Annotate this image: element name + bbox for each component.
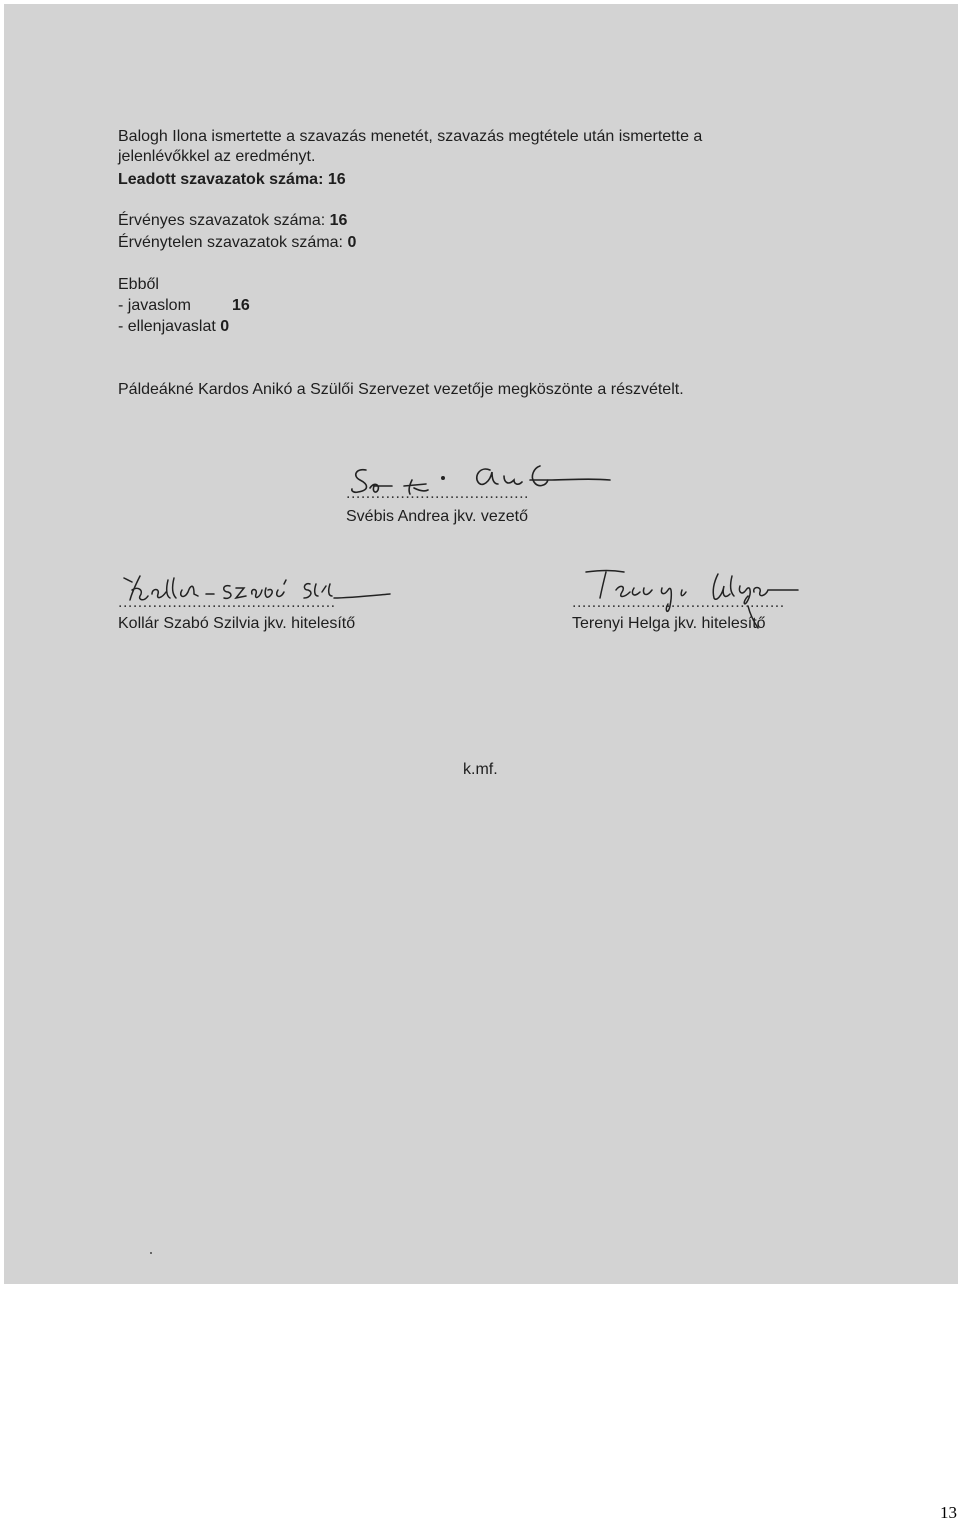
authenticator-1-dots: ............................................ xyxy=(118,594,336,611)
scanned-page xyxy=(4,4,958,1284)
kmf-label: k.mf. xyxy=(463,761,498,778)
breakdown-heading: Ebből xyxy=(118,276,159,293)
valid-votes-value: 16 xyxy=(329,212,348,229)
page-number: 13 xyxy=(940,1503,957,1522)
paragraph-line-2: jelenlévőkkel az eredményt. xyxy=(118,148,316,165)
counter-label: - ellenjavaslat xyxy=(118,318,216,335)
submitted-votes xyxy=(118,170,346,190)
submitted-votes-value: 16 xyxy=(327,171,346,188)
valid-votes xyxy=(118,211,347,231)
paragraph-line-1: Balogh Ilona ismertette a szavazás menetét, szavazás megtétele után ismertette a xyxy=(118,128,703,145)
breakdown-proposal xyxy=(118,296,250,316)
invalid-votes xyxy=(118,233,356,253)
invalid-votes-label: Érvénytelen szavazatok száma: xyxy=(118,234,343,251)
recorder-caption: Svébis Andrea jkv. vezető xyxy=(346,508,529,525)
authenticator-2-caption: Terenyi Helga jkv. hitelesítő xyxy=(572,615,766,632)
closing-sentence: Páldeákné Kardos Anikó a Szülői Szervezet vezetője megköszönte a részvételt. xyxy=(118,381,684,398)
proposal-label: - javaslom xyxy=(118,297,191,314)
counter-value: 0 xyxy=(220,318,230,335)
authenticator-1-caption: Kollár Szabó Szilvia jkv. hitelesítő xyxy=(118,615,356,632)
breakdown-counter xyxy=(118,317,229,337)
recorder-dots: ..................................... xyxy=(346,485,529,502)
authenticator-2-dots: ........................................... xyxy=(572,594,785,611)
scan-speck xyxy=(150,1252,152,1254)
invalid-votes-value: 0 xyxy=(347,234,357,251)
valid-votes-label: Érvényes szavazatok száma: xyxy=(118,212,326,229)
submitted-votes-label: Leadott szavazatok száma: xyxy=(118,171,324,188)
proposal-value: 16 xyxy=(232,297,250,314)
